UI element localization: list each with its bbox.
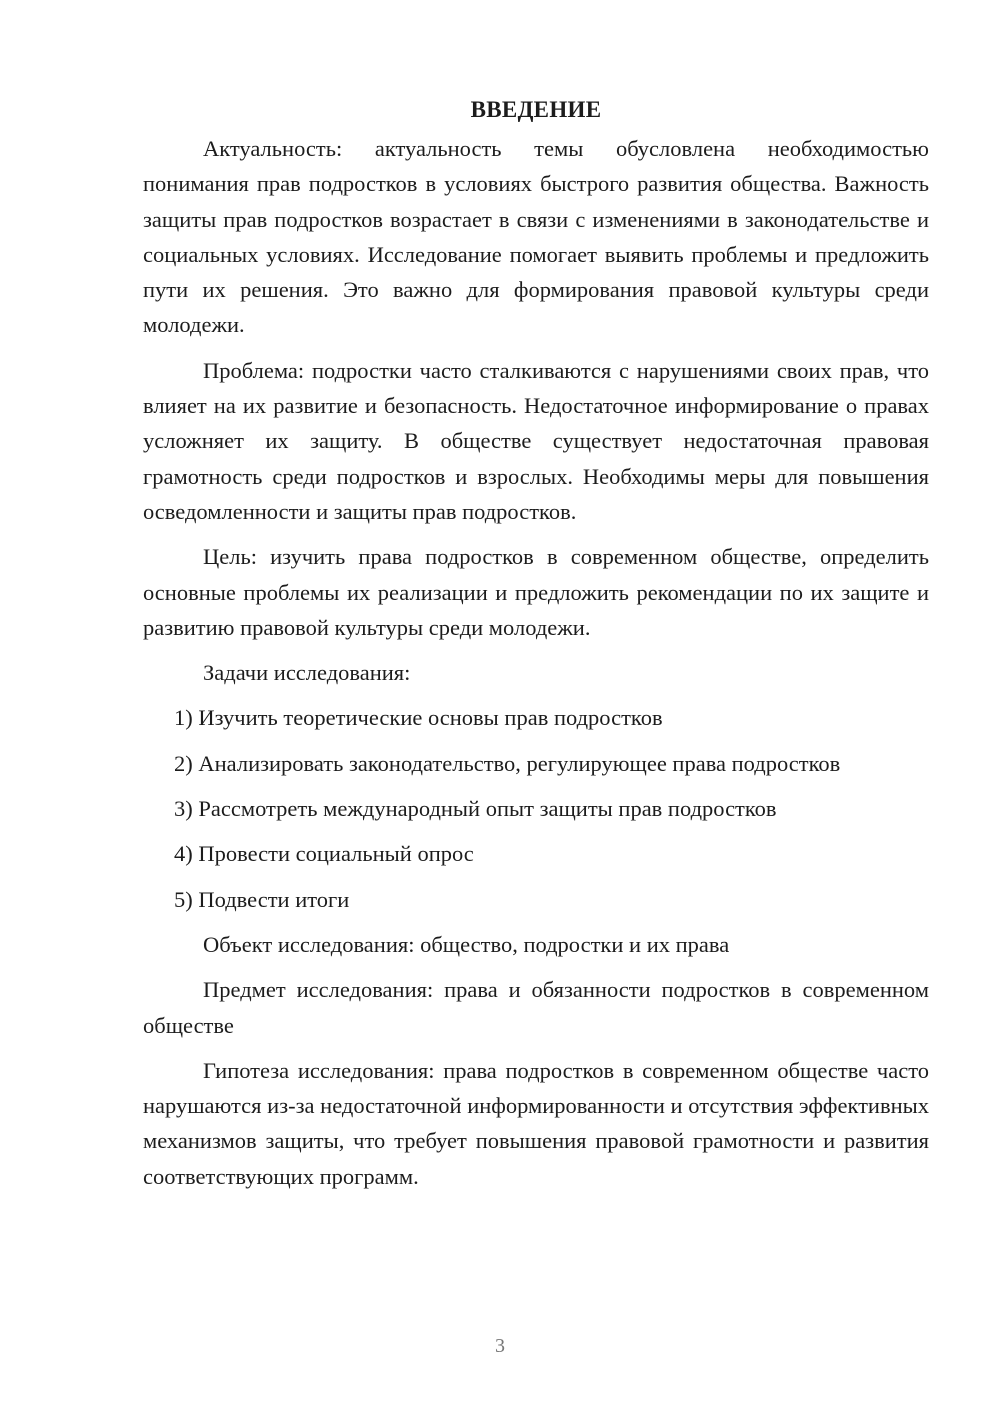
- task-item-2: 2) Анализировать законодательство, регулирующее права подростков: [174, 750, 841, 776]
- goal-paragraph: Цель: изучить права подростков в современном обществе, определить основные проблемы их реализации и предложить рекомендации по их защите и развитию правовой культуры среди молодежи.: [143, 544, 929, 640]
- problem-paragraph: Проблема: подростки часто сталкиваются с нарушениями своих прав, что влияет на их развитие и безопасность. Недостаточное информирование о правах усложняет их защиту. В обществе существует недостаточная правовая грамотность среди подростков и взрослых. Необходимы меры для повышения осведомленности и защиты прав подростков.: [143, 357, 929, 524]
- hypothesis-paragraph: Гипотеза исследования: права подростков в современном обществе часто нарушаются из-за недостаточной информированности и отсутствия эффективных механизмов защиты, что требует повышения правовой грамотности и развития соответствующих программ.: [143, 1057, 929, 1189]
- relevance-paragraph: Актуальность: актуальность темы обусловлена необходимостью понимания прав подростков в условиях быстрого развития общества. Важность защиты прав подростков возрастает в связи с изменениями в законодательстве и социальных условиях. Исследование помогает выявить проблемы и предложить пути их решения. Это важно для формирования правовой культуры среди молодежи.: [143, 136, 929, 338]
- document-page: [143, 92, 929, 1204]
- page-number: 3: [495, 1335, 505, 1357]
- tasks-heading: Задачи исследования:: [203, 660, 411, 686]
- task-item-3: 3) Рассмотреть международный опыт защиты прав подростков: [174, 796, 777, 822]
- task-item-1: 1) Изучить теоретические основы прав подростков: [174, 705, 663, 731]
- task-item-5: 5) Подвести итоги: [174, 886, 350, 912]
- subject-paragraph: Предмет исследования: права и обязанности подростков в современном обществе: [143, 977, 929, 1038]
- page-title: ВВЕДЕНИЕ: [470, 97, 602, 122]
- task-item-4: 4) Провести социальный опрос: [174, 841, 474, 867]
- object-paragraph: Объект исследования: общество, подростки и их права: [203, 931, 730, 957]
